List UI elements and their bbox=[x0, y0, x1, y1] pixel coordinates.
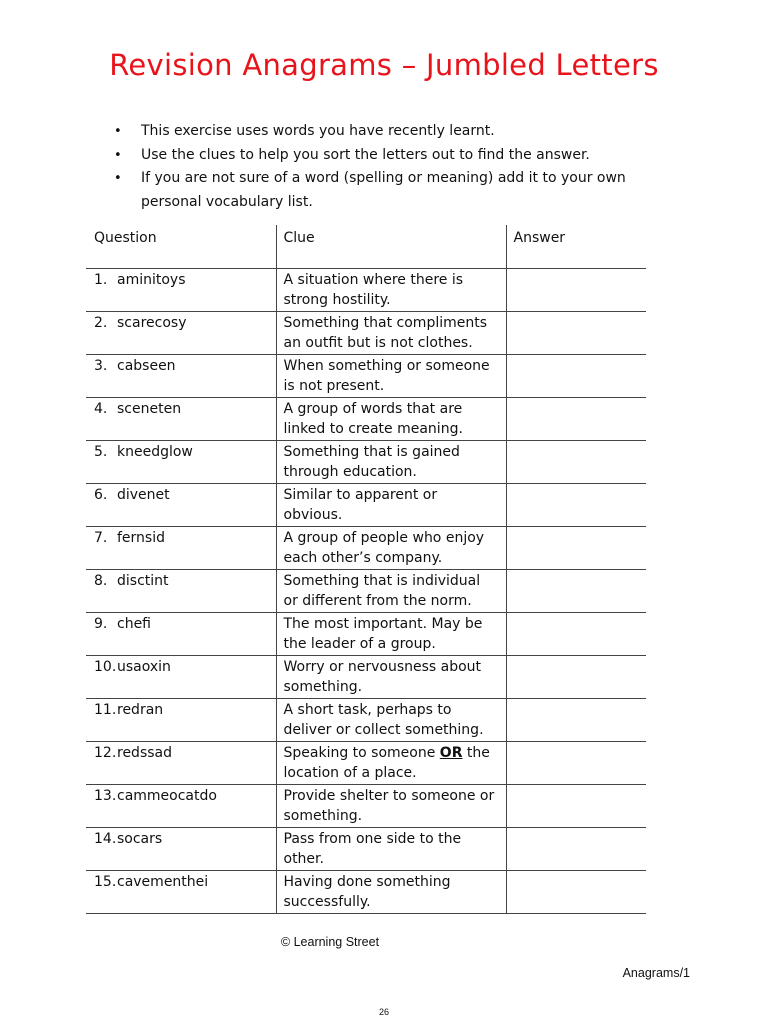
answer-cell[interactable] bbox=[506, 269, 646, 312]
question-cell bbox=[86, 355, 276, 398]
jumbled-word: scarecosy bbox=[117, 315, 187, 331]
question-number: 13. bbox=[94, 788, 117, 804]
instruction-text: Use the clues to help you sort the letters out to find the answer. bbox=[141, 146, 590, 163]
question-number: 10. bbox=[94, 659, 117, 675]
header-question: Question bbox=[86, 225, 276, 269]
question-cell bbox=[86, 871, 276, 914]
instruction-item bbox=[112, 120, 672, 144]
table-row bbox=[86, 441, 646, 484]
clue-cell: Something that compliments an outfit but is not clothes. bbox=[276, 312, 506, 355]
question-cell bbox=[86, 570, 276, 613]
question-number: 5. bbox=[94, 444, 108, 460]
question-cell bbox=[86, 527, 276, 570]
clue-cell: Something that is individual or different from the norm. bbox=[276, 570, 506, 613]
clue-cell: Similar to apparent or obvious. bbox=[276, 484, 506, 527]
jumbled-word: socars bbox=[117, 831, 163, 847]
jumbled-word: chefi bbox=[117, 616, 152, 632]
question-cell bbox=[86, 441, 276, 484]
clue-cell: A group of people who enjoy each other’s company. bbox=[276, 527, 506, 570]
jumbled-word: divenet bbox=[117, 487, 170, 503]
clue-cell: Pass from one side to the other. bbox=[276, 828, 506, 871]
question-cell bbox=[86, 312, 276, 355]
clue-cell: A group of words that are linked to create meaning. bbox=[276, 398, 506, 441]
table-row bbox=[86, 613, 646, 656]
question-number: 11. bbox=[94, 702, 117, 718]
clue-cell: Provide shelter to someone or something. bbox=[276, 785, 506, 828]
question-number: 8. bbox=[94, 573, 108, 589]
question-number: 14. bbox=[94, 831, 117, 847]
question-cell bbox=[86, 269, 276, 312]
answer-cell[interactable] bbox=[506, 527, 646, 570]
question-cell bbox=[86, 613, 276, 656]
clue-text: Speaking to someone bbox=[283, 745, 440, 761]
question-number: 15. bbox=[94, 874, 117, 890]
jumbled-word: disctint bbox=[117, 573, 169, 589]
page-number: 26 bbox=[378, 1007, 389, 1017]
clue-cell: Something that is gained through education. bbox=[276, 441, 506, 484]
answer-cell[interactable] bbox=[506, 441, 646, 484]
clue-cell: A short task, perhaps to deliver or collect something. bbox=[276, 699, 506, 742]
question-cell bbox=[86, 785, 276, 828]
jumbled-word: cavementhei bbox=[117, 874, 209, 890]
table-row bbox=[86, 355, 646, 398]
bullet-icon: • bbox=[114, 171, 122, 186]
answer-cell[interactable] bbox=[506, 699, 646, 742]
clue-cell: Worry or nervousness about something. bbox=[276, 656, 506, 699]
table-row bbox=[86, 699, 646, 742]
answer-cell[interactable] bbox=[506, 312, 646, 355]
answer-cell[interactable] bbox=[506, 484, 646, 527]
question-number: 6. bbox=[94, 487, 108, 503]
table-row bbox=[86, 484, 646, 527]
question-number: 2. bbox=[94, 315, 108, 331]
jumbled-word: fernsid bbox=[117, 530, 165, 546]
table-row bbox=[86, 398, 646, 441]
page-reference: Anagrams/1 bbox=[622, 966, 690, 980]
instruction-item bbox=[112, 167, 672, 214]
instructions-list bbox=[112, 120, 672, 214]
table-row bbox=[86, 570, 646, 613]
jumbled-word: sceneten bbox=[117, 401, 182, 417]
answer-cell[interactable] bbox=[506, 355, 646, 398]
answer-cell[interactable] bbox=[506, 828, 646, 871]
jumbled-word: cabseen bbox=[117, 358, 176, 374]
question-number: 7. bbox=[94, 530, 108, 546]
instruction-text: This exercise uses words you have recently learnt. bbox=[141, 123, 495, 139]
answer-cell[interactable] bbox=[506, 570, 646, 613]
question-number: 9. bbox=[94, 616, 108, 632]
question-cell bbox=[86, 828, 276, 871]
clue-cell: The most important. May be the leader of a group. bbox=[276, 613, 506, 656]
question-cell bbox=[86, 699, 276, 742]
question-number: 12. bbox=[94, 745, 117, 761]
jumbled-word: aminitoys bbox=[117, 272, 186, 288]
jumbled-word: kneedglow bbox=[117, 444, 193, 460]
clue-emphasis: OR bbox=[439, 745, 463, 761]
clue-cell: A situation where there is strong hostility. bbox=[276, 269, 506, 312]
jumbled-word: redssad bbox=[117, 745, 173, 761]
clue-cell: When something or someone is not present. bbox=[276, 355, 506, 398]
answer-cell[interactable] bbox=[506, 398, 646, 441]
header-answer: Answer bbox=[506, 225, 646, 269]
table-row bbox=[86, 269, 646, 312]
table-row bbox=[86, 785, 646, 828]
jumbled-word: usaoxin bbox=[117, 659, 171, 675]
page-title: Revision Anagrams – Jumbled Letters bbox=[109, 48, 659, 82]
table-row bbox=[86, 527, 646, 570]
header-clue: Clue bbox=[276, 225, 506, 269]
table-row bbox=[86, 828, 646, 871]
answer-cell[interactable] bbox=[506, 785, 646, 828]
clue-cell bbox=[276, 742, 506, 785]
question-number: 1. bbox=[94, 272, 108, 288]
bullet-icon: • bbox=[114, 124, 122, 139]
clue-text: the location of a place. bbox=[283, 745, 490, 781]
question-cell bbox=[86, 656, 276, 699]
copyright-notice: © Learning Street bbox=[280, 935, 380, 949]
bullet-icon: • bbox=[114, 147, 122, 163]
table-row bbox=[86, 871, 646, 914]
question-number: 3. bbox=[94, 358, 108, 374]
answer-cell[interactable] bbox=[506, 742, 646, 785]
table-row bbox=[86, 656, 646, 699]
clue-cell: Having done something successfully. bbox=[276, 871, 506, 914]
question-number: 4. bbox=[94, 401, 108, 417]
anagram-table bbox=[86, 225, 646, 914]
answer-cell[interactable] bbox=[506, 656, 646, 699]
question-cell bbox=[86, 484, 276, 527]
table-header-row bbox=[86, 225, 646, 269]
table-row bbox=[86, 742, 646, 785]
question-cell bbox=[86, 742, 276, 785]
jumbled-word: redran bbox=[117, 702, 164, 718]
question-cell bbox=[86, 398, 276, 441]
instruction-text: If you are not sure of a word (spelling or meaning) add it to your own personal vocabulary list. bbox=[141, 170, 626, 210]
answer-cell[interactable] bbox=[506, 871, 646, 914]
instruction-item bbox=[112, 144, 672, 168]
table-row bbox=[86, 312, 646, 355]
jumbled-word: cammeocatdo bbox=[117, 788, 217, 804]
answer-cell[interactable] bbox=[506, 613, 646, 656]
